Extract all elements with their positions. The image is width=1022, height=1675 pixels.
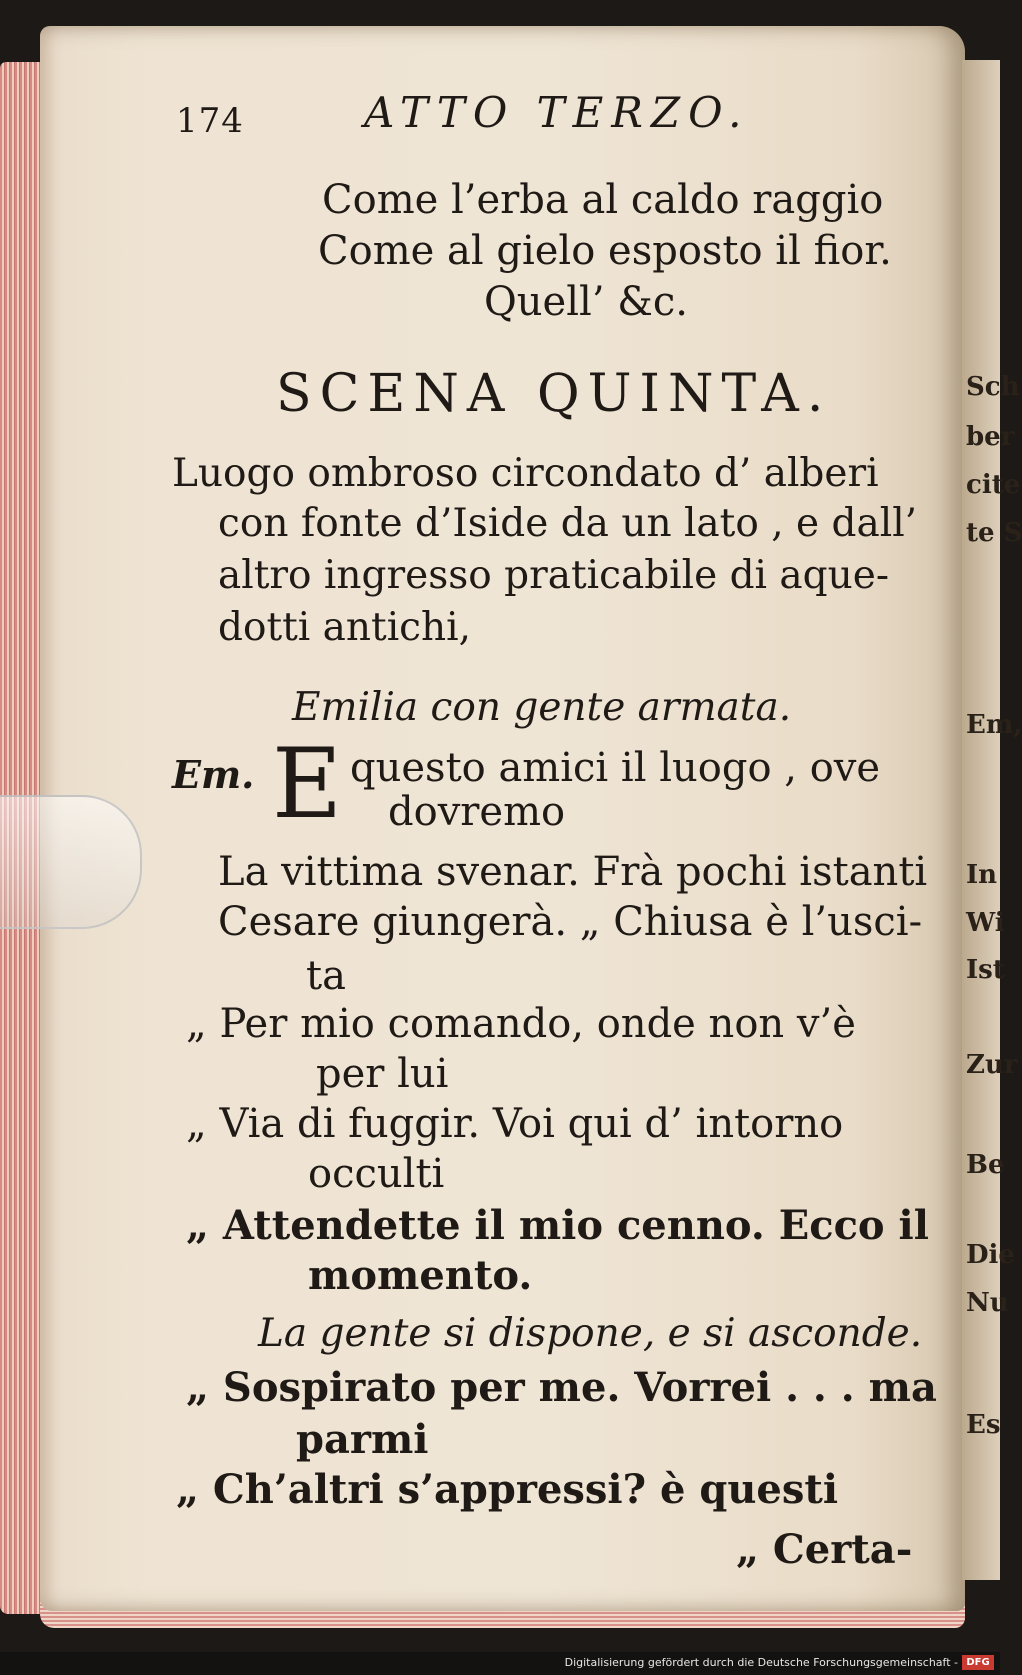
speaker-label: Em. [172, 752, 255, 797]
facing-fragment: In [966, 860, 998, 890]
facing-fragment: Es [966, 1410, 1001, 1440]
facing-fragment: Wi [966, 908, 1005, 938]
page-clip-holder [0, 795, 142, 929]
footer-credit: Digitalisierung gefördert durch die Deutsche Forschungsgemeinschaft - [564, 1656, 958, 1669]
stage-direction-line: dotti antichi, [218, 605, 472, 650]
facing-fragment: Nu [966, 1288, 1009, 1318]
speech-line: parmi [296, 1416, 429, 1463]
speech-line: questo amici il luogo , ove [350, 745, 881, 791]
speech-line: Cesare giungerà. „ Chiusa è l’usci- [218, 899, 923, 945]
verse-line: Come al gielo esposto il fior. [318, 228, 892, 274]
speech-line: „ Per mio comando, onde non v’è [186, 1001, 856, 1047]
speech-line: „ Via di fuggir. Voi qui d’ intorno [186, 1101, 844, 1147]
scene-title: SCENA QUINTA. [276, 364, 832, 424]
facing-fragment: Die [966, 1240, 1015, 1270]
facing-fragment: Em, [966, 710, 1022, 740]
speech-line: dovremo [388, 789, 566, 835]
verse-line: Quell’ &c. [484, 279, 688, 325]
stage-direction-line: Luogo ombroso circondato d’ alberi [172, 451, 879, 496]
verse-line: Come l’erba al caldo raggio [322, 177, 884, 223]
speech-line: „ Ch’altri s’appressi? è questi [176, 1466, 839, 1513]
facing-fragment: te S [966, 518, 1022, 548]
speech-line: ta [306, 953, 346, 999]
speech-line: per lui [316, 1051, 449, 1097]
drop-cap: E [272, 728, 343, 840]
speech-direction: La gente si dispone, e si asconde. [258, 1311, 923, 1356]
page-number: 174 [176, 101, 244, 141]
catchword: „ Certa- [736, 1526, 913, 1573]
running-title: ATTO TERZO. [364, 88, 750, 137]
facing-fragment: ber [966, 422, 1015, 452]
facing-fragment: cite [966, 470, 1021, 500]
facing-fragment: Be [966, 1150, 1005, 1180]
facing-page [962, 60, 1022, 1580]
speech-line: „ Sospirato per me. Vorrei . . . ma [186, 1364, 937, 1411]
stage-direction-line: con fonte d’Iside da un lato , e dall’ [218, 501, 918, 546]
dfg-logo: DFG [962, 1655, 994, 1670]
speech-line: momento. [308, 1252, 533, 1299]
stage-direction-line: altro ingresso praticabile di aque- [218, 553, 890, 598]
facing-fragment: Sch [966, 372, 1020, 402]
speech-line: occulti [308, 1151, 445, 1197]
speech-line: La vittima svenar. Frà pochi istanti [218, 849, 928, 895]
facing-fragment: Zur [966, 1050, 1018, 1080]
character-entry: Emilia con gente armata. [292, 685, 792, 730]
facing-fragment: Ist [966, 955, 1005, 985]
speech-line: „ Attendette il mio cenno. Ecco il [186, 1202, 929, 1249]
